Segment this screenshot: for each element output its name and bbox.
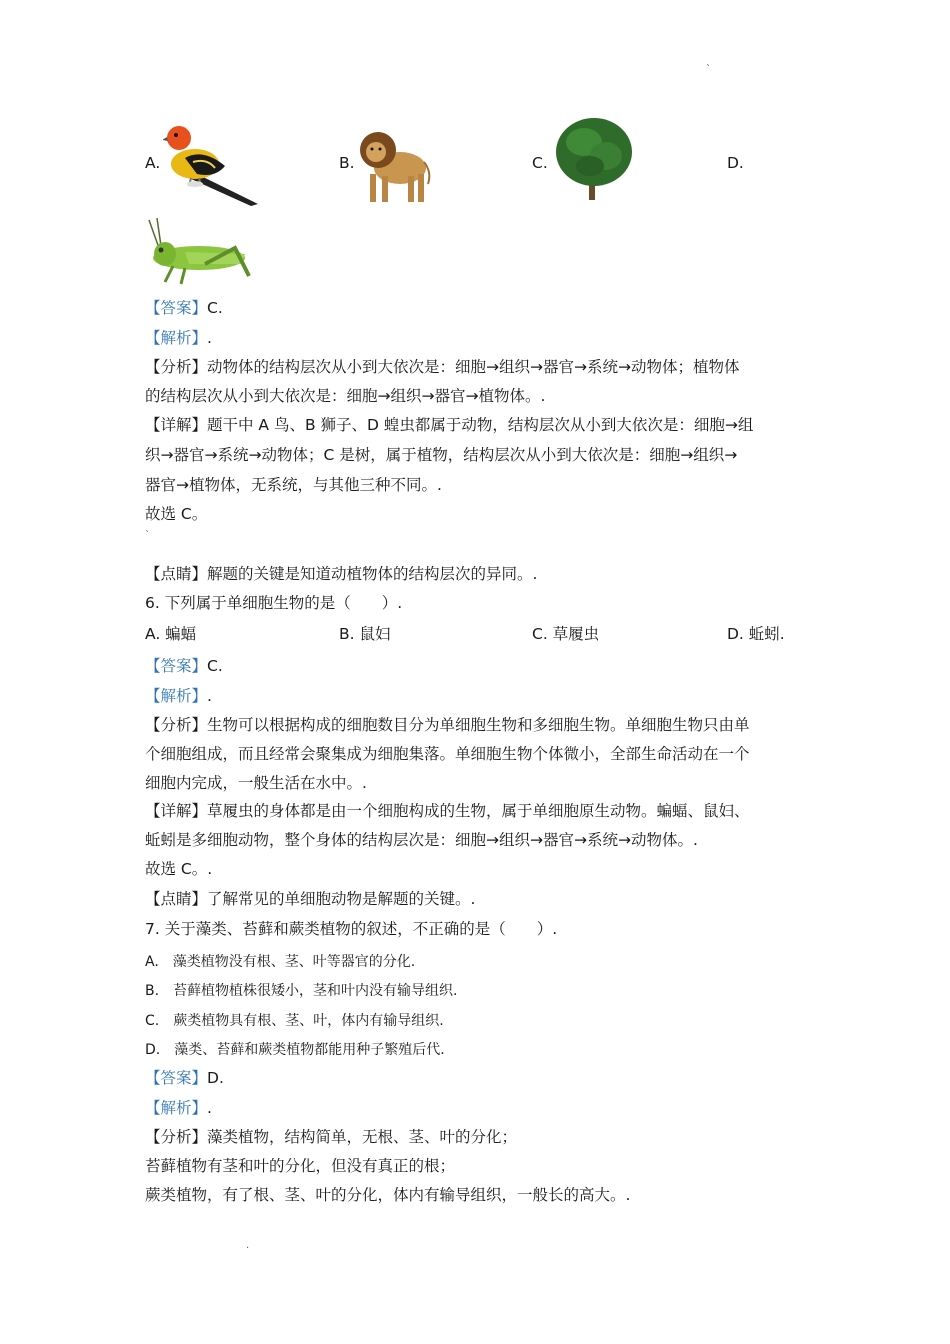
q7-jiexi-line: 【解析】. — [145, 1099, 212, 1117]
q6-xiangjie-line-1: 【详解】草履虫的身体都是由一个细胞构成的生物，属于单细胞原生动物。蝙蝠、鼠妇、 — [145, 802, 750, 820]
q5-option-c: C. — [532, 154, 548, 172]
jiexi-tag: 【解析】 — [145, 329, 208, 347]
q6-question: 6. 下列属于单细胞生物的是（ ）. — [145, 594, 403, 612]
answer-tag: 【答案】 — [145, 657, 208, 675]
q7-question: 7. 关于藻类、苔藓和蕨类植物的叙述，不正确的是（ ）. — [145, 920, 558, 938]
q6-fenxi-line-2: 个细胞组成，而且经常会聚集成为细胞集落。单细胞生物个体微小，全部生命活动在一个 — [145, 745, 750, 763]
jiexi-tag: 【解析】 — [145, 687, 208, 705]
q6-answer: C. — [207, 657, 223, 675]
q5-option-d: D. — [727, 154, 744, 172]
q5-jiexi-line: 【解析】. — [145, 329, 212, 347]
answer-tag: 【答案】 — [145, 299, 208, 317]
answer-tag: 【答案】 — [145, 1069, 208, 1087]
q5-xiangjie-line-3: 器官→植物体，无系统，与其他三种不同。. — [145, 476, 442, 494]
q5-xiangjie-line-2: 织→器官→系统→动物体；C 是树，属于植物，结构层次从小到大依次是：细胞→组织→ — [145, 446, 738, 464]
page-mark-top: ` — [706, 64, 711, 75]
bird-icon — [163, 122, 263, 206]
q7-fenxi-line-2: 苔藓植物有茎和叶的分化，但没有真正的根； — [145, 1157, 456, 1175]
q6-option-d: D. 蚯蚓. — [727, 625, 785, 643]
q7-fenxi-line-1: 【分析】藻类植物，结构简单，无根、茎、叶的分化； — [145, 1128, 518, 1146]
q5-answer: C. — [207, 299, 223, 317]
q6-xiangjie-line-2: 蚯蚓是多细胞动物，整个身体的结构层次是：细胞→组织→器官→系统→动物体。. — [145, 831, 698, 849]
q6-option-a: A. 蝙蝠 — [145, 625, 197, 643]
q5-option-b: B. — [339, 154, 355, 172]
page-mark-bottom: . — [246, 1240, 250, 1251]
q6-dianjing: 【点睛】了解常见的单细胞动物是解题的关键。. — [145, 890, 476, 908]
q6-option-b: B. 鼠妇 — [339, 625, 391, 643]
q7-answer-line — [145, 1068, 224, 1088]
grasshopper-icon — [145, 218, 255, 290]
q5-option-a: A. — [145, 154, 161, 172]
q6-fenxi-line-3: 细胞内完成，一般生活在水中。. — [145, 774, 367, 792]
q7-option-b: B. 苔藓植物植株很矮小，茎和叶内没有输导组织. — [145, 983, 458, 999]
q6-answer-line — [145, 656, 223, 676]
q5-fenxi-line-2: 的结构层次从小到大依次是：细胞→组织→器官→植物体。. — [145, 387, 546, 405]
q6-guxuan: 故选 C。. — [145, 860, 213, 878]
page-mark-mid: ` — [145, 530, 150, 541]
q7-answer: D. — [207, 1069, 224, 1087]
q6-jiexi-line: 【解析】. — [145, 687, 212, 705]
q7-option-a: A. 藻类植物没有根、茎、叶等器官的分化. — [145, 954, 416, 970]
q6-fenxi-line-1: 【分析】生物可以根据构成的细胞数目分为单细胞生物和多细胞生物。单细胞生物只由单 — [145, 716, 750, 734]
q5-dianjing: 【点睛】解题的关键是知道动植物体的结构层次的异同。. — [145, 565, 538, 583]
q7-fenxi-line-3: 蕨类植物，有了根、茎、叶的分化，体内有输导组织，一般长的高大。. — [145, 1186, 631, 1204]
q6-option-c: C. 草履虫 — [532, 625, 600, 643]
q5-answer-line — [145, 298, 223, 318]
q5-guxuan: 故选 C。 — [145, 505, 208, 523]
jiexi-tag: 【解析】 — [145, 1099, 208, 1117]
q7-option-d: D. 藻类、苔藓和蕨类植物都能用种子繁殖后代. — [145, 1042, 445, 1058]
q7-option-c: C. 蕨类植物具有根、茎、叶，体内有输导组织. — [145, 1013, 444, 1029]
q5-fenxi-line-1: 【分析】动物体的结构层次从小到大依次是：细胞→组织→器官→系统→动物体；植物体 — [145, 358, 740, 376]
lion-icon — [358, 122, 434, 206]
tree-icon — [554, 116, 634, 202]
q5-xiangjie-line-1: 【详解】题干中 A 鸟、B 狮子、D 蝗虫都属于动物，结构层次从小到大依次是：细胞→组 — [145, 416, 754, 434]
